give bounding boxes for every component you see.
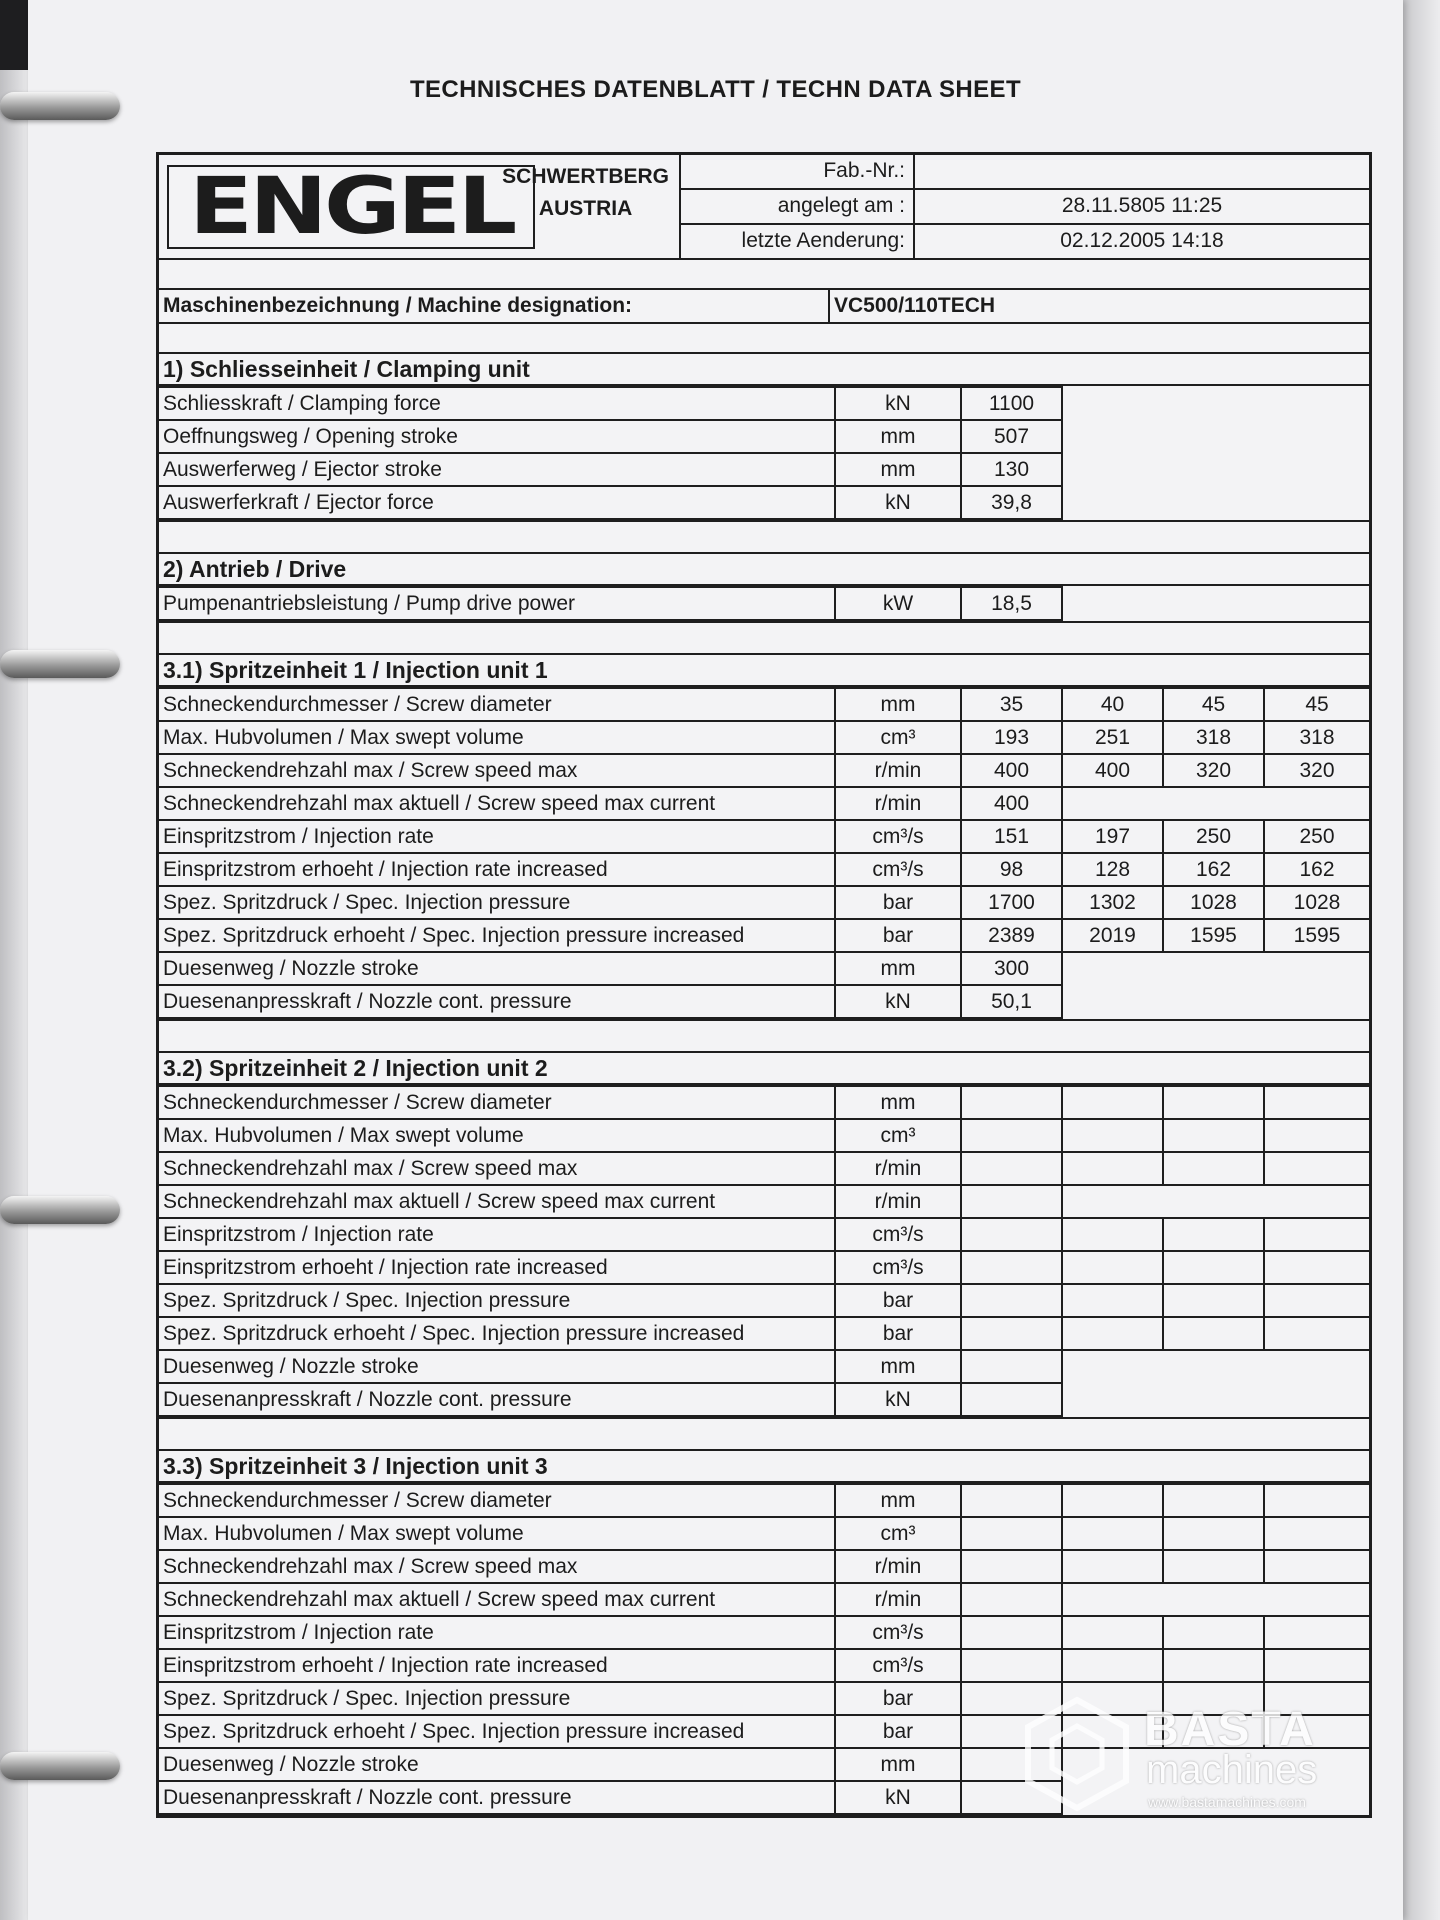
row-unit: cm³/s: [835, 853, 961, 886]
table-row: [159, 486, 1369, 519]
machine-designation-row: [159, 290, 1369, 324]
row-value: 1100: [961, 387, 1062, 420]
meta-value: [915, 155, 1369, 188]
row-value: 250: [1264, 820, 1369, 853]
table-injection2: [159, 1085, 1369, 1417]
row-value: [961, 1251, 1062, 1284]
row-value: [1163, 1218, 1264, 1251]
row-unit: mm: [835, 1484, 961, 1517]
logo-area: [159, 155, 679, 258]
row-label: Einspritzstrom erhoeht / Injection rate increased: [159, 1251, 835, 1284]
row-value: [1163, 1550, 1264, 1583]
row-value: 1595: [1163, 919, 1264, 952]
row-unit: cm³/s: [835, 1649, 961, 1682]
row-value: [961, 1218, 1062, 1251]
table-row: [159, 952, 1369, 985]
row-unit: bar: [835, 1317, 961, 1350]
row-unit: kN: [835, 387, 961, 420]
row-value: 1028: [1163, 886, 1264, 919]
row-unit: kN: [835, 1383, 961, 1416]
table-row: [159, 919, 1369, 952]
row-value: [1264, 1550, 1369, 1583]
row-label: Spez. Spritzdruck erhoeht / Spec. Injection pressure increased: [159, 1317, 835, 1350]
row-value: [961, 1649, 1062, 1682]
row-value: 400: [961, 787, 1062, 820]
empty-cell: [1062, 985, 1369, 1018]
row-value: 2389: [961, 919, 1062, 952]
table-row: [159, 985, 1369, 1018]
table-row: [159, 1350, 1369, 1383]
row-unit: r/min: [835, 787, 961, 820]
row-label: Schneckendrehzahl max / Screw speed max: [159, 754, 835, 787]
table-row: [159, 1218, 1369, 1251]
row-label: Spez. Spritzdruck / Spec. Injection pressure: [159, 886, 835, 919]
table-injection1: [159, 687, 1369, 1019]
row-unit: bar: [835, 886, 961, 919]
meta-label: letzte Aenderung:: [681, 225, 915, 258]
row-value: 318: [1264, 721, 1369, 754]
row-value: [1062, 1484, 1163, 1517]
row-value: [961, 1583, 1062, 1616]
row-value: 197: [1062, 820, 1163, 853]
row-unit: kW: [835, 587, 961, 620]
row-unit: mm: [835, 453, 961, 486]
row-unit: kN: [835, 1781, 961, 1814]
row-value: 50,1: [961, 985, 1062, 1018]
row-value: [1264, 1086, 1369, 1119]
row-value: 250: [1163, 820, 1264, 853]
engel-logo: [167, 162, 535, 252]
row-value: [1163, 1251, 1264, 1284]
table-row: [159, 1484, 1369, 1517]
row-unit: cm³/s: [835, 1616, 961, 1649]
row-unit: bar: [835, 1682, 961, 1715]
row-label: Schneckendurchmesser / Screw diameter: [159, 688, 835, 721]
row-value: 1595: [1264, 919, 1369, 952]
meta-value: 28.11.5805 11:25: [1061, 194, 1223, 217]
row-value: 193: [961, 721, 1062, 754]
row-value: [1163, 1484, 1264, 1517]
row-label: Schneckendurchmesser / Screw diameter: [159, 1484, 835, 1517]
row-unit: mm: [835, 1748, 961, 1781]
document-title: TECHNISCHES DATENBLATT / TECHN DATA SHEET: [409, 76, 1022, 103]
row-label: Spez. Spritzdruck / Spec. Injection pressure: [159, 1682, 835, 1715]
table-row: [159, 1616, 1369, 1649]
location-line-2: AUSTRIA: [538, 197, 633, 220]
row-value: 45: [1264, 688, 1369, 721]
row-value: [961, 1317, 1062, 1350]
binder-ring: [0, 650, 120, 678]
designation-label: Maschinenbezeichnung / Machine designation:: [159, 290, 830, 322]
row-value: [1264, 1284, 1369, 1317]
section-gap: [159, 621, 1369, 655]
row-unit: r/min: [835, 1583, 961, 1616]
row-value: [1264, 1517, 1369, 1550]
empty-cell: [1062, 787, 1369, 820]
table-row: [159, 1119, 1369, 1152]
row-label: Duesenweg / Nozzle stroke: [159, 952, 835, 985]
empty-cell: [1062, 1383, 1369, 1416]
empty-cell: [1062, 952, 1369, 985]
section-title-drive: 2) Antrieb / Drive: [159, 554, 1369, 586]
row-value: 251: [1062, 721, 1163, 754]
binder-ring: [0, 92, 120, 120]
meta-value: 02.12.2005 14:18: [1060, 229, 1224, 252]
row-value: [1163, 1152, 1264, 1185]
meta-label: Fab.-Nr.:: [681, 155, 915, 188]
row-value: 128: [1062, 853, 1163, 886]
sections-container: [159, 354, 1369, 1815]
row-value: 162: [1264, 853, 1369, 886]
row-value: [1264, 1484, 1369, 1517]
row-value: 35: [961, 688, 1062, 721]
row-label: Oeffnungsweg / Opening stroke: [159, 420, 835, 453]
meta-row-serial: [681, 155, 1369, 190]
basta-watermark: [1022, 1696, 1352, 1812]
sheet-header: [159, 155, 1369, 260]
section-gap: [159, 1019, 1369, 1053]
row-value: [1062, 1251, 1163, 1284]
table-row: [159, 820, 1369, 853]
row-label: Spez. Spritzdruck / Spec. Injection pressure: [159, 1284, 835, 1317]
section-title-injection2: 3.2) Spritzeinheit 2 / Injection unit 2: [159, 1053, 1369, 1085]
row-unit: bar: [835, 919, 961, 952]
row-value: 1302: [1062, 886, 1163, 919]
table-row: [159, 1152, 1369, 1185]
row-value: [1062, 1317, 1163, 1350]
row-value: [1062, 1284, 1163, 1317]
row-value: [1264, 1251, 1369, 1284]
row-value: [961, 1185, 1062, 1218]
row-value: [961, 1616, 1062, 1649]
row-label: Max. Hubvolumen / Max swept volume: [159, 1517, 835, 1550]
row-value: 18,5: [961, 587, 1062, 620]
watermark-brand: BASTA: [1144, 1703, 1316, 1756]
row-value: [1264, 1616, 1369, 1649]
table-clamping: [159, 386, 1369, 520]
meta-label: angelegt am :: [681, 190, 915, 223]
table-row: [159, 1383, 1369, 1416]
row-label: Schneckendrehzahl max aktuell / Screw speed max current: [159, 1583, 835, 1616]
table-row: [159, 787, 1369, 820]
row-value: [961, 1550, 1062, 1583]
section-title-injection1: 3.1) Spritzeinheit 1 / Injection unit 1: [159, 655, 1369, 687]
row-value: 2019: [1062, 919, 1163, 952]
spacer-row: [159, 260, 1369, 290]
row-unit: bar: [835, 1715, 961, 1748]
row-unit: r/min: [835, 1185, 961, 1218]
row-value: 39,8: [961, 486, 1062, 519]
empty-cell: [1062, 1583, 1369, 1616]
next-page-edge: [1403, 0, 1440, 1920]
engel-logo-text: ENGEL: [188, 162, 514, 252]
empty-cell: [1062, 453, 1369, 486]
row-unit: mm: [835, 688, 961, 721]
row-label: Schneckendrehzahl max aktuell / Screw speed max current: [159, 1185, 835, 1218]
row-label: Schliesskraft / Clamping force: [159, 387, 835, 420]
section-gap: [159, 1417, 1369, 1451]
row-value: 320: [1264, 754, 1369, 787]
empty-cell: [1062, 587, 1369, 620]
row-value: [1163, 1649, 1264, 1682]
row-unit: cm³: [835, 721, 961, 754]
row-value: 300: [961, 952, 1062, 985]
table-row: [159, 587, 1369, 620]
row-label: Einspritzstrom / Injection rate: [159, 820, 835, 853]
row-unit: bar: [835, 1284, 961, 1317]
section-gap: [159, 520, 1369, 554]
row-value: 320: [1163, 754, 1264, 787]
section-title-clamping: 1) Schliesseinheit / Clamping unit: [159, 354, 1369, 386]
row-value: [1264, 1119, 1369, 1152]
row-label: Duesenanpresskraft / Nozzle cont. pressure: [159, 985, 835, 1018]
row-value: 45: [1163, 688, 1264, 721]
table-row: [159, 1583, 1369, 1616]
watermark-url: www.bastamachines.com: [1148, 1794, 1306, 1810]
table-row: [159, 1086, 1369, 1119]
row-label: Auswerferkraft / Ejector force: [159, 486, 835, 519]
empty-cell: [1062, 1350, 1369, 1383]
table-row: [159, 688, 1369, 721]
row-value: [961, 1152, 1062, 1185]
row-value: [961, 1086, 1062, 1119]
table-drive: [159, 586, 1369, 621]
row-value: [1163, 1086, 1264, 1119]
row-value: [961, 1350, 1062, 1383]
location-line-1: SCHWERTBERG: [502, 165, 669, 188]
table-row: [159, 1317, 1369, 1350]
row-unit: cm³/s: [835, 1218, 961, 1251]
row-label: Einspritzstrom / Injection rate: [159, 1218, 835, 1251]
row-unit: cm³: [835, 1517, 961, 1550]
row-value: 1700: [961, 886, 1062, 919]
row-value: 400: [1062, 754, 1163, 787]
row-unit: cm³/s: [835, 820, 961, 853]
row-value: [1264, 1218, 1369, 1251]
row-value: [1062, 1152, 1163, 1185]
row-value: [961, 1484, 1062, 1517]
table-row: [159, 886, 1369, 919]
row-label: Schneckendrehzahl max / Screw speed max: [159, 1152, 835, 1185]
row-label: Schneckendrehzahl max aktuell / Screw speed max current: [159, 787, 835, 820]
table-row: [159, 853, 1369, 886]
row-value: 151: [961, 820, 1062, 853]
row-unit: cm³: [835, 1119, 961, 1152]
row-value: 1028: [1264, 886, 1369, 919]
row-value: [1062, 1086, 1163, 1119]
meta-row-created: [681, 190, 1369, 225]
row-unit: mm: [835, 952, 961, 985]
row-value: [1163, 1317, 1264, 1350]
row-value: [1062, 1517, 1163, 1550]
section-title-injection3: 3.3) Spritzeinheit 3 / Injection unit 3: [159, 1451, 1369, 1483]
row-value: [1163, 1517, 1264, 1550]
empty-cell: [1062, 420, 1369, 453]
row-value: 318: [1163, 721, 1264, 754]
row-unit: r/min: [835, 754, 961, 787]
row-label: Max. Hubvolumen / Max swept volume: [159, 721, 835, 754]
row-value: [1062, 1218, 1163, 1251]
table-row: [159, 754, 1369, 787]
row-unit: mm: [835, 1350, 961, 1383]
row-unit: kN: [835, 486, 961, 519]
row-label: Duesenweg / Nozzle stroke: [159, 1748, 835, 1781]
row-label: Duesenanpresskraft / Nozzle cont. pressure: [159, 1383, 835, 1416]
row-value: [961, 1119, 1062, 1152]
data-sheet-page: [28, 0, 1403, 1920]
binder-ring: [0, 1752, 120, 1780]
row-label: Auswerferweg / Ejector stroke: [159, 453, 835, 486]
table-row: [159, 1251, 1369, 1284]
table-row: [159, 1517, 1369, 1550]
table-row: [159, 387, 1369, 420]
row-value: 130: [961, 453, 1062, 486]
table-row: [159, 420, 1369, 453]
row-label: Schneckendurchmesser / Screw diameter: [159, 1086, 835, 1119]
row-unit: kN: [835, 985, 961, 1018]
row-value: [1264, 1649, 1369, 1682]
row-value: 40: [1062, 688, 1163, 721]
basta-hexagon-icon: [1022, 1696, 1132, 1812]
row-unit: r/min: [835, 1152, 961, 1185]
row-label: Duesenweg / Nozzle stroke: [159, 1350, 835, 1383]
row-value: [1062, 1550, 1163, 1583]
row-value: [1163, 1119, 1264, 1152]
row-value: [961, 1517, 1062, 1550]
data-sheet-table: [156, 152, 1372, 1818]
manufacturer-location: [502, 161, 669, 225]
table-row: [159, 721, 1369, 754]
table-row: [159, 1550, 1369, 1583]
row-value: 98: [961, 853, 1062, 886]
row-value: 507: [961, 420, 1062, 453]
table-row: [159, 453, 1369, 486]
row-value: [1062, 1119, 1163, 1152]
row-value: [1264, 1152, 1369, 1185]
row-label: Pumpenantriebsleistung / Pump drive power: [159, 587, 835, 620]
meta-block: [679, 155, 1369, 258]
row-unit: cm³/s: [835, 1251, 961, 1284]
binder-ring: [0, 1196, 120, 1224]
row-value: [1163, 1284, 1264, 1317]
table-row: [159, 1185, 1369, 1218]
designation-value: VC500/110TECH: [834, 294, 996, 317]
row-label: Max. Hubvolumen / Max swept volume: [159, 1119, 835, 1152]
row-label: Schneckendrehzahl max / Screw speed max: [159, 1550, 835, 1583]
row-label: Spez. Spritzdruck erhoeht / Spec. Injection pressure increased: [159, 1715, 835, 1748]
table-row: [159, 1649, 1369, 1682]
row-value: 400: [961, 754, 1062, 787]
row-label: Duesenanpresskraft / Nozzle cont. pressure: [159, 1781, 835, 1814]
row-label: Einspritzstrom erhoeht / Injection rate increased: [159, 853, 835, 886]
row-value: 162: [1163, 853, 1264, 886]
row-label: Einspritzstrom / Injection rate: [159, 1616, 835, 1649]
empty-cell: [1062, 1185, 1369, 1218]
row-label: Einspritzstrom erhoeht / Injection rate increased: [159, 1649, 835, 1682]
row-value: [1163, 1616, 1264, 1649]
empty-cell: [1062, 486, 1369, 519]
row-value: [1062, 1616, 1163, 1649]
row-value: [1062, 1649, 1163, 1682]
row-label: Spez. Spritzdruck erhoeht / Spec. Injection pressure increased: [159, 919, 835, 952]
table-row: [159, 1284, 1369, 1317]
row-unit: mm: [835, 1086, 961, 1119]
row-value: [961, 1284, 1062, 1317]
empty-cell: [1062, 387, 1369, 420]
row-unit: mm: [835, 420, 961, 453]
row-unit: r/min: [835, 1550, 961, 1583]
meta-row-modified: [681, 225, 1369, 258]
row-value: [961, 1383, 1062, 1416]
watermark-sub: machines: [1146, 1748, 1318, 1792]
spacer-row: [159, 324, 1369, 354]
row-value: [1264, 1317, 1369, 1350]
